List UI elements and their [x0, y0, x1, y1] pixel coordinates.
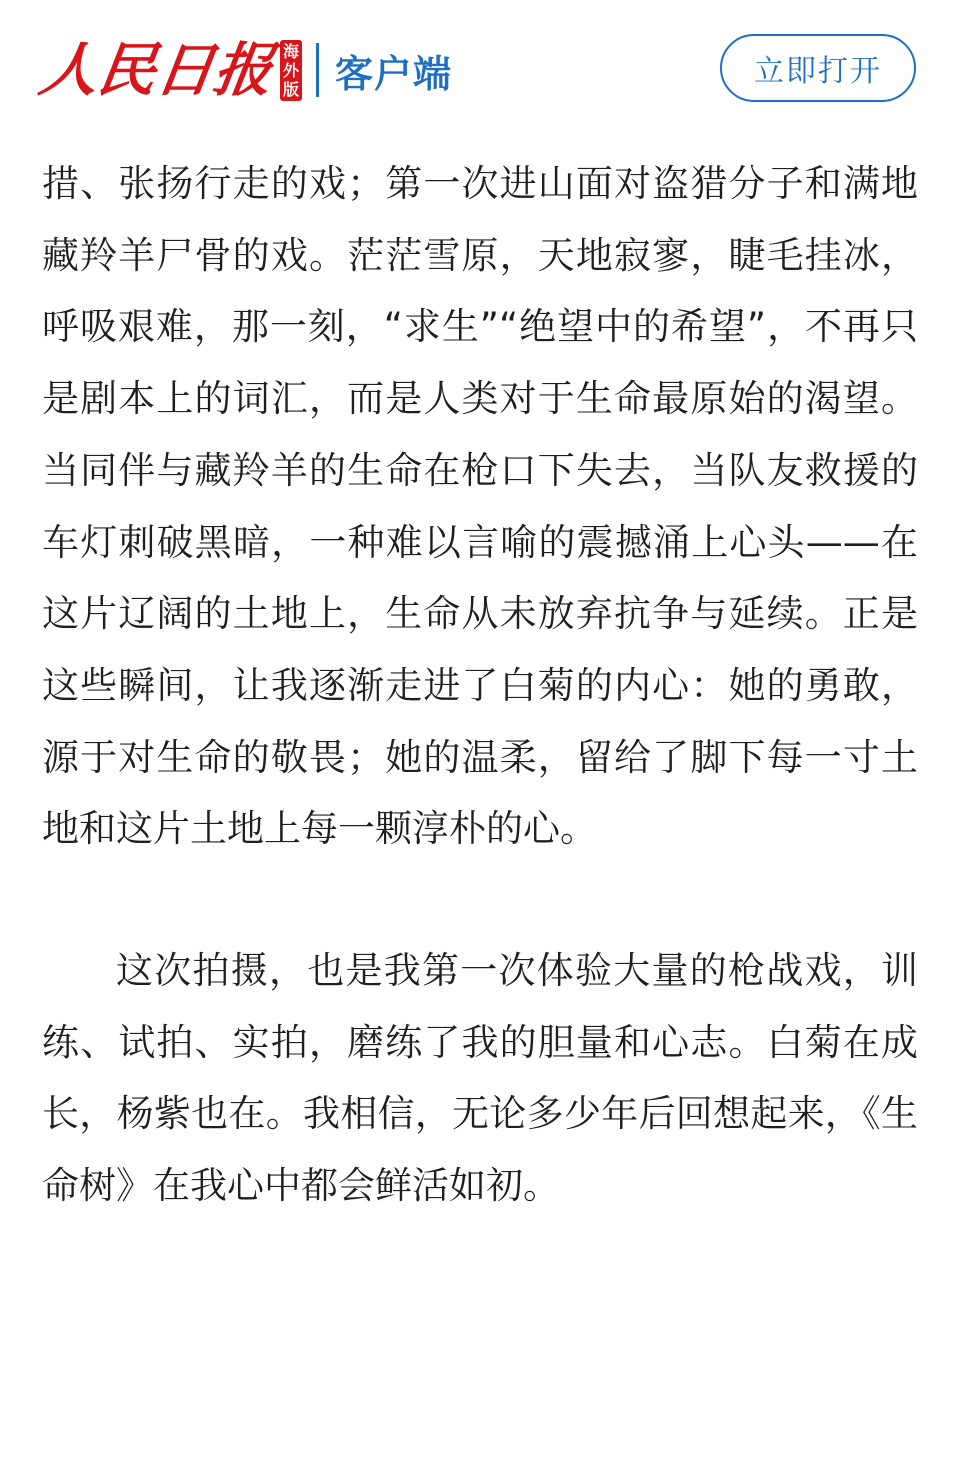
edition-char: 外 [283, 60, 300, 80]
open-app-button[interactable]: 立即打开 [720, 34, 916, 102]
edition-char: 版 [283, 79, 300, 99]
overseas-edition-badge [280, 40, 302, 101]
brand-logo [35, 30, 453, 110]
paragraph-spacer [42, 865, 918, 935]
article-paragraph: 措、张扬行走的戏；第一次进山面对盗猎分子和满地藏羚羊尸骨的戏。茫茫雪原，天地寂寥，睫毛挂冰，呼吸艰难，那一刻，“求生”“绝望中的希望”，不再只是剧本上的词汇，而是人类对于生命最原始的渴望。当同伴与藏羚羊的生命在枪口下失去，当队友救援的车灯刺破黑暗，一种难以言喻的震撼涌上心头——在这片辽阔的土地上，生命从未放弃抗争与延续。正是这些瞬间，让我逐渐走进了白菊的内心：她的勇敢，源于对生命的敬畏；她的温柔，留给了脚下每一寸土地和这片土地上每一颗淳朴的心。 [42, 162, 918, 851]
article-body [42, 148, 918, 1222]
brand-divider [316, 43, 319, 97]
client-label: 客户端 [335, 51, 453, 96]
app-header [0, 0, 960, 140]
people-daily-logo: 人民日报 [35, 36, 277, 104]
article-paragraph: 这次拍摄，也是我第一次体验大量的枪战戏，训练、试拍、实拍，磨练了我的胆量和心志。白菊在成长，杨紫也在。我相信，无论多少年后回想起来，《生命树》在我心中都会鲜活如初。 [42, 949, 918, 1208]
edition-char: 海 [283, 41, 300, 61]
